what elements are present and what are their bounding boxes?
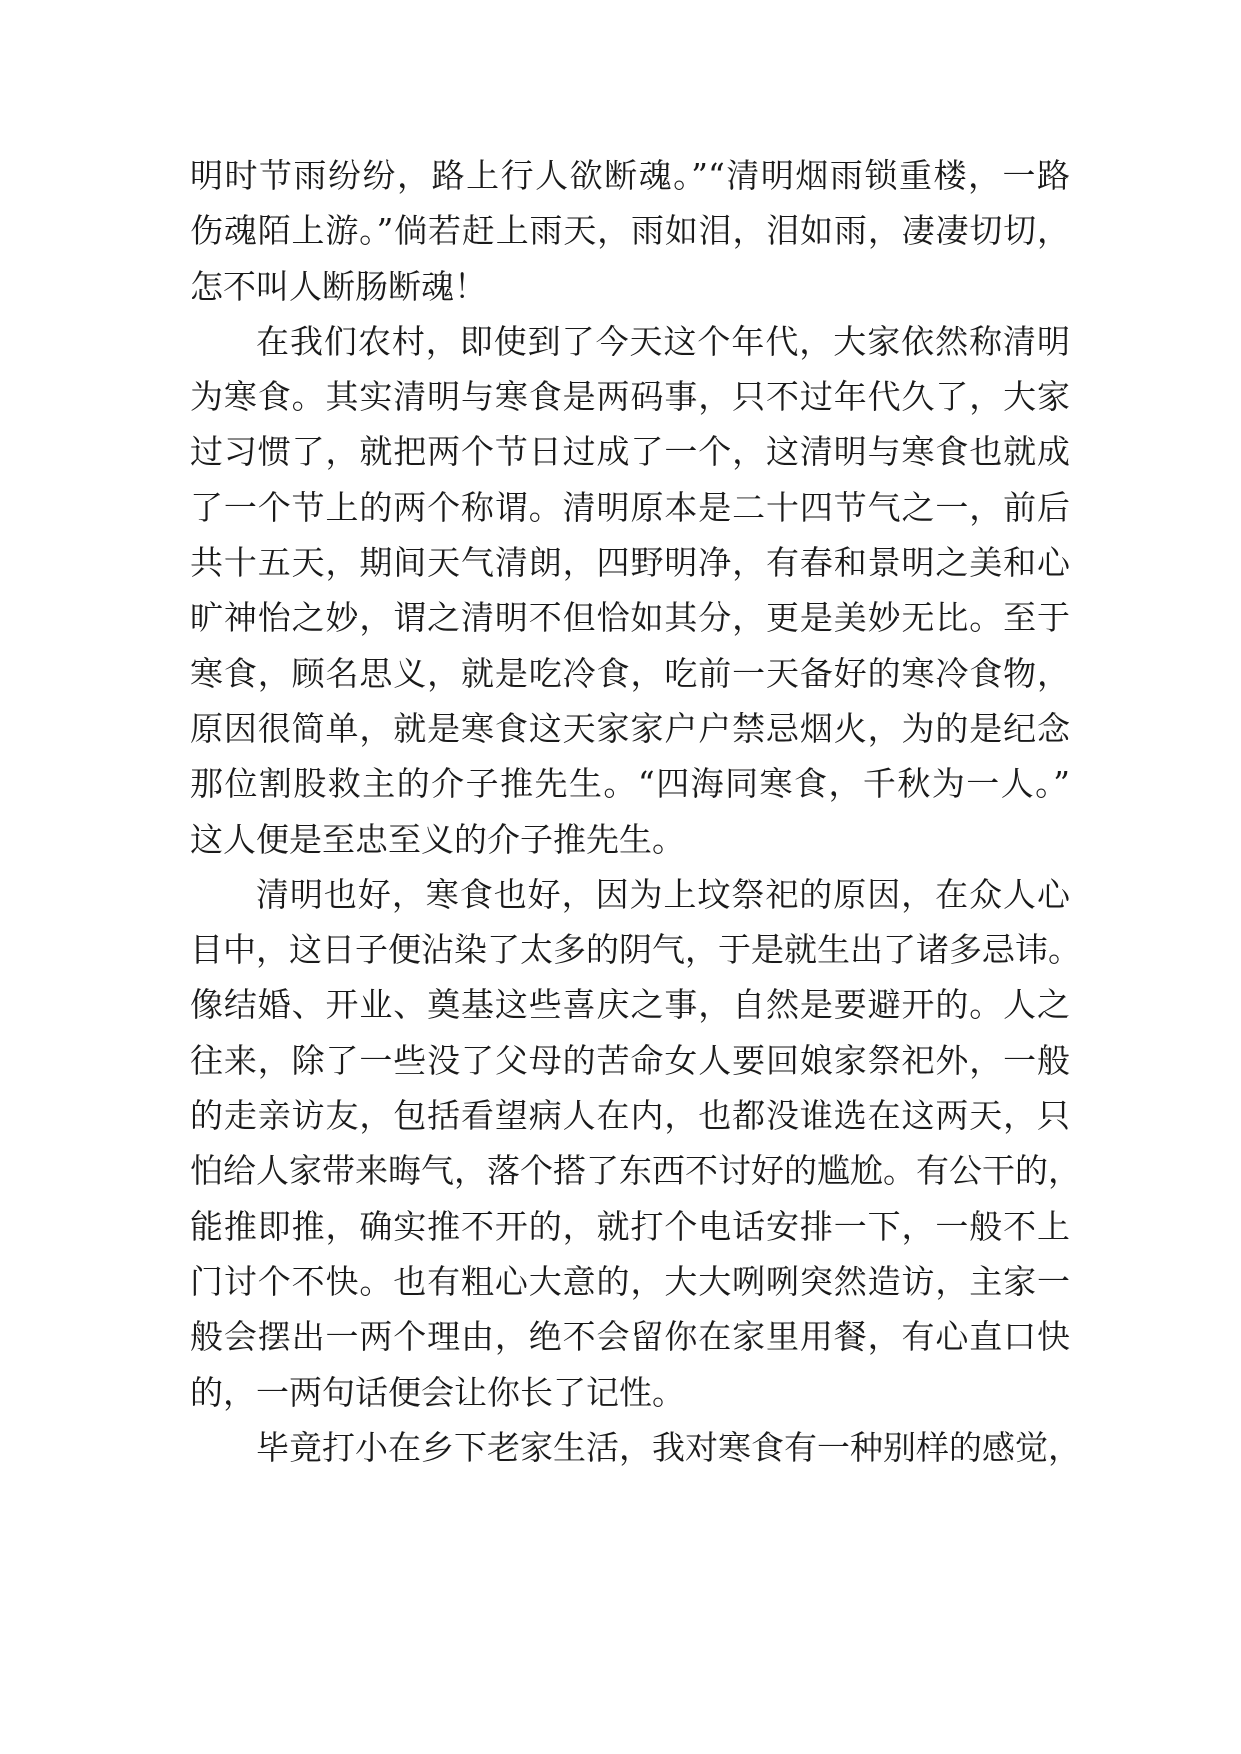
text-line: 那位割股救主的介子推先生。“四海同寒食，千秋为一人。”	[190, 764, 1070, 804]
text-line: 这人便是至忠至义的介子推先生。	[190, 819, 685, 859]
text-line: 为寒食。其实清明与寒食是两码事，只不过年代久了，大家	[190, 377, 1070, 417]
text-line: 共十五天，期间天气清朗，四野明净，有春和景明之美和心	[190, 543, 1070, 583]
text-line: 的走亲访友，包括看望病人在内，也都没谁选在这两天，只	[190, 1096, 1070, 1136]
text-line: 能推即推，确实推不开的，就打个电话安排一下，一般不上	[190, 1206, 1070, 1246]
text-line: 原因很简单，就是寒食这天家家户户禁忌烟火，为的是纪念	[190, 708, 1070, 748]
text-line: 旷神怡之妙，谓之清明不但恰如其分，更是美妙无比。至于	[190, 598, 1070, 638]
text-line: 清明也好，寒食也好，因为上坟祭祀的原因，在众人心	[256, 874, 1070, 914]
text-line: 像结婚、开业、奠基这些喜庆之事，自然是要避开的。人之	[190, 985, 1070, 1025]
text-line: 般会摆出一两个理由，绝不会留你在家里用餐，有心直口快	[190, 1317, 1070, 1357]
text-line: 门讨个不快。也有粗心大意的，大大咧咧突然造访，主家一	[190, 1261, 1070, 1301]
document-page	[190, 148, 1081, 1475]
text-line: 往来，除了一些没了父母的苦命女人要回娘家祭祀外，一般	[190, 1040, 1070, 1080]
text-line: 的，一两句话便会让你长了记性。	[190, 1372, 685, 1412]
text-line: 了一个节上的两个称谓。清明原本是二十四节气之一，前后	[190, 487, 1070, 527]
text-line: 毕竟打小在乡下老家生活，我对寒食有一种别样的感觉，	[256, 1427, 1081, 1467]
text-line: 怕给人家带来晦气，落个搭了东西不讨好的尴尬。有公干的，	[190, 1151, 1081, 1191]
text-line: 过习惯了，就把两个节日过成了一个，这清明与寒食也就成	[190, 432, 1070, 472]
text-line: 目中，这日子便沾染了太多的阴气，于是就生出了诸多忌讳。	[190, 930, 1081, 970]
text-line: 伤魂陌上游。”倘若赶上雨天，雨如泪，泪如雨，凄凄切切，	[190, 211, 1070, 251]
text-line: 寒食，顾名思义，就是吃冷食，吃前一天备好的寒冷食物，	[190, 653, 1070, 693]
text-line: 明时节雨纷纷，路上行人欲断魂。”“清明烟雨锁重楼，一路	[190, 156, 1070, 195]
text-line: 在我们农村，即使到了今天这个年代，大家依然称清明	[256, 321, 1070, 361]
text-line: 怎不叫人断肠断魂！	[190, 266, 487, 306]
